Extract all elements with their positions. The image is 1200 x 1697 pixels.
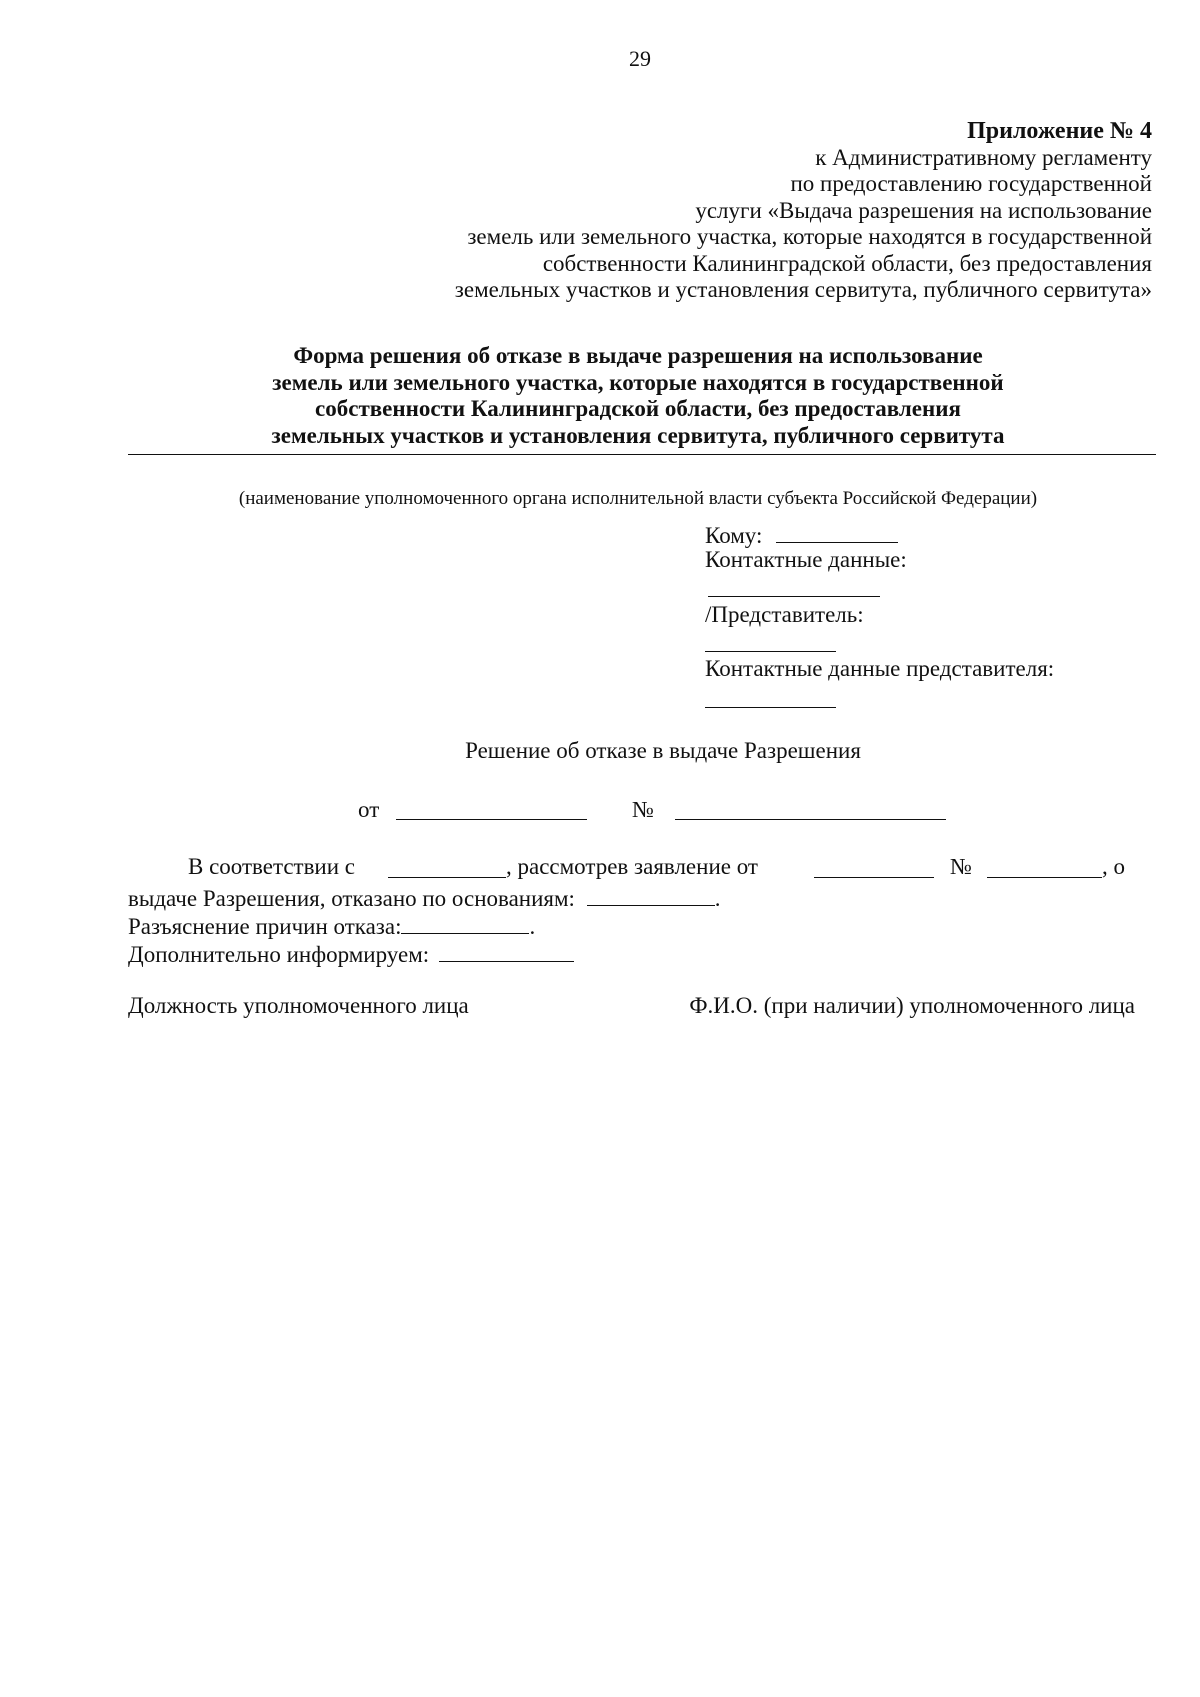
additional-info-field[interactable]	[439, 938, 574, 962]
representative-contacts-label: Контактные данные представителя:	[705, 656, 1055, 681]
refusal-grounds-field[interactable]	[587, 882, 715, 906]
decision-date-label: от	[358, 797, 380, 822]
recipient-to-field[interactable]	[776, 519, 898, 543]
refusal-grounds-label: выдаче Разрешения, отказано по основаниям:	[128, 886, 575, 911]
body-about-label: , о	[1102, 854, 1125, 879]
official-name-label: Ф.И.О. (при наличии) уполномоченного лица	[689, 993, 1135, 1018]
representative-label: /Представитель:	[705, 602, 864, 627]
form-title-line: земель или земельного участка, которые находятся в государственной	[272, 369, 1004, 395]
application-number-field[interactable]	[987, 854, 1102, 878]
explanation-field[interactable]	[401, 910, 529, 934]
decision-number-field[interactable]	[675, 819, 946, 820]
basis-field[interactable]	[388, 854, 506, 878]
recipient-to-label: Кому:	[705, 523, 763, 548]
recipient-contacts-label: Контактные данные:	[705, 547, 907, 572]
additional-info-label: Дополнительно информируем:	[128, 942, 430, 967]
additional-info-row	[128, 938, 1156, 968]
appendix-line: по предоставлению государственной	[790, 171, 1152, 196]
refusal-grounds-period: .	[714, 886, 721, 911]
appendix-line: собственности Калининградской области, без предоставления	[542, 250, 1152, 276]
decision-heading: Решение об отказе в выдаче Разрешения	[465, 738, 861, 763]
form-title-line: Форма решения об отказе в выдаче разрешения на использование	[293, 343, 983, 368]
representative-field[interactable]	[705, 651, 836, 652]
representative-contacts-field[interactable]	[705, 707, 836, 708]
body-paragraph-2	[128, 882, 1156, 912]
form-title-line: земельных участков и установления сервитута, публичного сервитута	[271, 422, 1005, 448]
application-date-field[interactable]	[814, 854, 934, 878]
authority-name-field[interactable]	[128, 454, 1156, 455]
appendix-line: земельных участков и установления сервитута, публичного сервитута»	[454, 277, 1152, 302]
appendix-line: услуги «Выдача разрешения на использование	[695, 197, 1152, 223]
decision-date-field[interactable]	[396, 819, 587, 820]
appendix-header	[455, 118, 1152, 304]
appendix-title: Приложение № 4	[967, 118, 1152, 144]
recipient-to-row	[705, 519, 898, 549]
recipient-contacts-field[interactable]	[708, 596, 880, 597]
explanation-row	[128, 910, 1156, 940]
appendix-line: земель или земельного участка, которые находятся в государственной	[467, 224, 1152, 249]
application-number-label: №	[950, 854, 972, 879]
official-position-label: Должность уполномоченного лица	[128, 993, 469, 1018]
decision-number-label: №	[632, 797, 654, 822]
form-title-line: собственности Калининградской области, без предоставления	[315, 396, 961, 421]
body-considered-label: , рассмотрев заявление от	[506, 854, 758, 879]
explanation-label: Разъяснение причин отказа:	[128, 914, 402, 939]
appendix-line: к Административному регламенту	[815, 144, 1152, 170]
form-title	[120, 343, 1156, 449]
body-in-accordance-label: В соответствии с	[188, 854, 356, 879]
page-number: 29	[629, 46, 651, 71]
authority-caption: (наименование уполномоченного органа исполнительной власти субъекта Российской Федерации)	[238, 488, 1038, 509]
explanation-period: .	[529, 914, 536, 939]
